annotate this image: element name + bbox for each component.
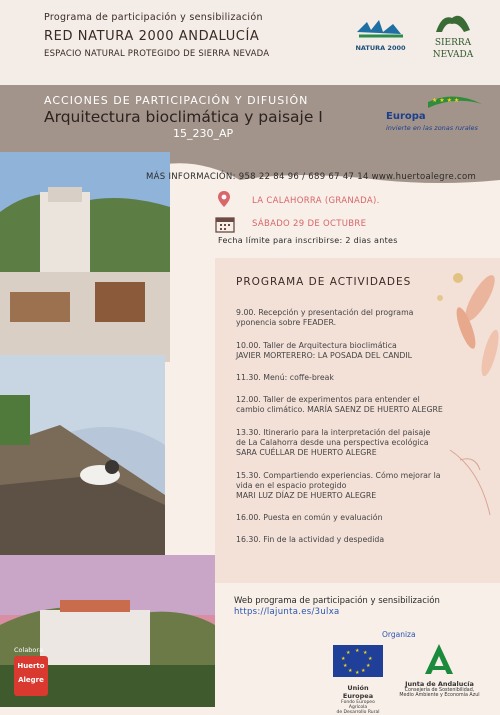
eu-flag-icon	[333, 645, 383, 677]
eu-rural-icon	[384, 92, 484, 112]
eu-sub2: de Desarrollo Rural	[336, 710, 380, 715]
item-line: 13.30. Itinerario para la interpretación del paisaje	[236, 428, 431, 437]
sierra-nevada-logo	[428, 8, 478, 64]
photo-cat	[0, 355, 165, 560]
junta-logo	[397, 642, 482, 698]
event-title: Arquitectura bioclimática y paisaje I	[44, 108, 323, 126]
program-title-heading: PROGRAMA DE ACTIVIDADES	[236, 276, 412, 288]
item-line: MARI LUZ DÍAZ DE HUERTO ALEGRE	[236, 491, 377, 501]
svg-text:★: ★	[348, 668, 353, 674]
program-item	[236, 308, 486, 341]
svg-text:★: ★	[343, 663, 348, 669]
program-list	[236, 308, 486, 549]
item-line: 12.00. Taller de experimentos para entender el	[236, 395, 420, 404]
item-line: yponencia sobre FEADER.	[236, 318, 337, 328]
item-line: 16.00. Puesta en común y evaluación	[236, 513, 383, 522]
huerto-line1: Huerto	[17, 662, 45, 670]
program-item	[236, 373, 486, 395]
deadline: Fecha límite para inscribirse: 2 dias antes	[218, 236, 398, 245]
item-line: 11.30. Menú: coffe-break	[236, 373, 334, 382]
event-date: SÁBADO 29 DE OCTUBRE	[252, 219, 367, 229]
calendar-icon	[215, 215, 235, 237]
item-line: JAVIER MORTERERO: LA POSADA DEL CANDIL	[236, 351, 413, 361]
item-line: vida en el espacio protegido	[236, 481, 347, 491]
sierra-logo-line2: NEVADA	[432, 50, 474, 60]
sierra-logo-line1: SIERRA	[434, 38, 472, 48]
item-line: 9.00. Recepción y presentación del programa	[236, 308, 414, 317]
svg-text:★: ★	[346, 650, 351, 656]
svg-text:★: ★	[366, 663, 371, 669]
more-info: MÁS INFORMACIÓN: 958 22 84 96 / 689 67 47 14 www.huertoalegre.com	[146, 172, 477, 182]
location-pin-icon	[218, 191, 230, 211]
svg-text:★ ★ ★ ★: ★ ★ ★ ★	[432, 97, 460, 104]
svg-text:★: ★	[341, 656, 346, 662]
junta-sub2: Medio Ambiente y Economía Azul	[399, 693, 480, 698]
program-item	[236, 395, 486, 428]
photo-chimney	[0, 152, 170, 362]
web-link[interactable]: https://lajunta.es/3ulxa	[234, 607, 340, 617]
eu-name: Unión Europea	[342, 684, 374, 700]
network-title: RED NATURA 2000 ANDALUCÍA	[44, 29, 260, 44]
item-line: 15.30. Compartiendo experiencias. Cómo mejorar la	[236, 471, 441, 480]
space-title: ESPACIO NATURAL PROTEGIDO DE SIERRA NEVADA	[44, 49, 270, 59]
eu-sub1: Fondo Europeo Agrícola	[341, 700, 375, 710]
junta-sub1: Consejería de Sostenibilidad,	[404, 688, 475, 693]
colabora-label: Colabora	[14, 646, 44, 654]
program-item	[236, 513, 486, 535]
program-item	[236, 428, 486, 471]
ibex-icon	[428, 8, 478, 36]
program-item	[236, 341, 486, 373]
huerto-line2: Alegre	[18, 676, 44, 684]
svg-text:★: ★	[355, 648, 360, 654]
web-label: Web programa de participación y sensibilización	[234, 596, 440, 606]
svg-text:★: ★	[363, 650, 368, 656]
svg-text:★: ★	[368, 656, 373, 662]
natura-logo-text: NATURA 2000	[355, 44, 406, 52]
junta-name: Junta de Andalucía	[405, 680, 474, 688]
svg-text:★: ★	[361, 668, 366, 674]
svg-text:★: ★	[355, 670, 360, 676]
item-line: 10.00. Taller de Arquitectura bioclimática	[236, 341, 397, 350]
europa-label: Europa	[386, 111, 426, 122]
organiza-label: Organiza	[382, 630, 416, 639]
europa-logo	[384, 92, 484, 137]
item-line: cambio climático. MARÍA SAENZ DE HUERTO ALEGRE	[236, 405, 443, 415]
item-line: SARA CUÉLLAR DE HUERTO ALEGRE	[236, 448, 377, 458]
program-item	[236, 535, 486, 549]
item-line: 16.30. Fin de la actividad y despedida	[236, 535, 385, 544]
item-line: de La Calahorra desde una perspectiva ecológica	[236, 438, 429, 448]
program-item	[236, 471, 486, 513]
band-subtitle: ACCIONES DE PARTICIPACIÓN Y DIFUSIÓN	[44, 94, 309, 107]
natura-2000-logo	[353, 18, 408, 54]
huerto-alegre-logo	[14, 656, 48, 696]
event-code: 15_230_AP	[173, 127, 234, 140]
junta-a-icon	[397, 642, 482, 676]
location-text: LA CALAHORRA (GRANADA).	[252, 196, 380, 206]
eu-logo	[333, 645, 383, 715]
program-title: Programa de participación y sensibilización	[44, 12, 263, 23]
europa-tagline: invierte en las zonas rurales	[386, 124, 478, 132]
